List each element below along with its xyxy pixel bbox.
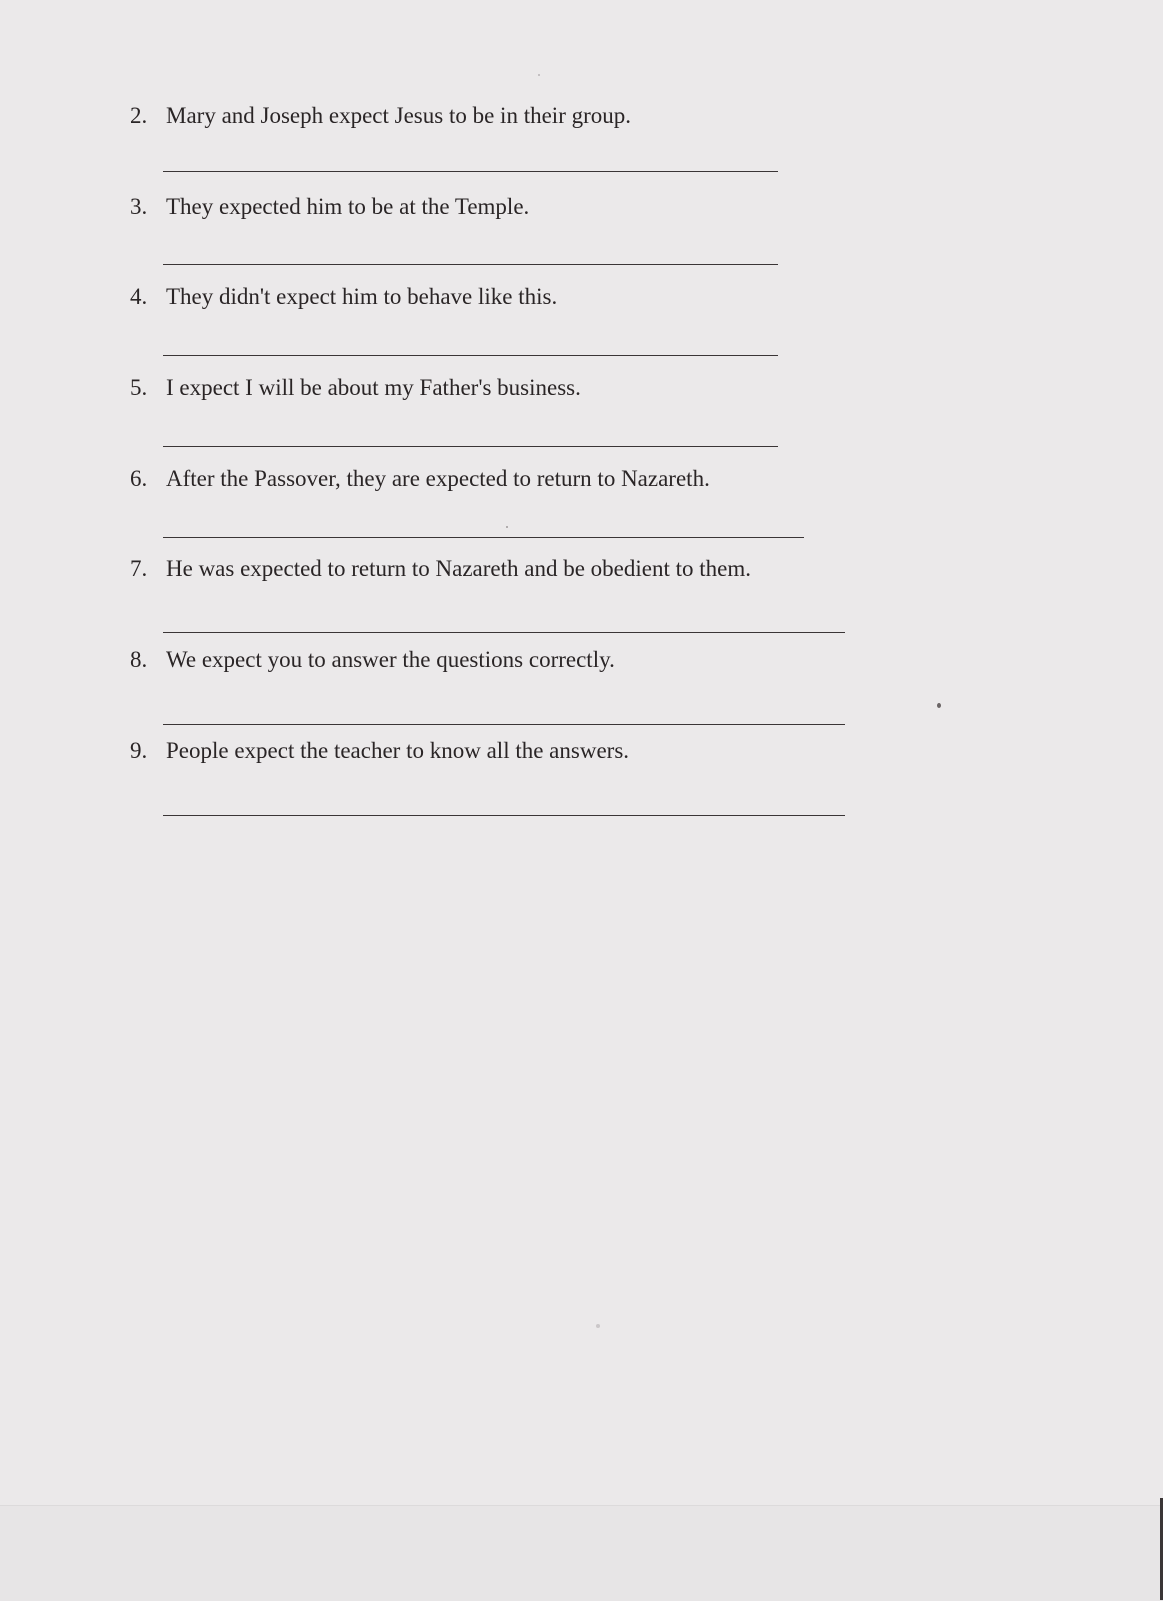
answer-line-6[interactable] xyxy=(163,537,804,538)
item-number: 7. xyxy=(130,556,148,581)
paper-speck xyxy=(506,526,508,528)
page-bottom-edge xyxy=(0,1505,1163,1601)
answer-line-3[interactable] xyxy=(163,264,778,265)
answer-line-8[interactable] xyxy=(163,724,845,725)
sentence-text: People expect the teacher to know all the answers. xyxy=(166,738,630,763)
exercise-item-5 xyxy=(130,374,890,402)
answer-line-4[interactable] xyxy=(163,355,778,356)
exercise-sentence xyxy=(130,646,890,674)
item-number: 3. xyxy=(130,194,148,219)
answer-line-2[interactable] xyxy=(163,171,778,172)
exercise-sentence xyxy=(130,102,890,130)
answer-line-7[interactable] xyxy=(163,632,845,633)
answer-line-9[interactable] xyxy=(163,815,845,816)
item-number: 5. xyxy=(130,375,148,400)
exercise-item-3 xyxy=(130,193,890,221)
exercise-sentence xyxy=(130,465,890,493)
item-number: 4. xyxy=(130,284,148,309)
item-number: 9. xyxy=(130,738,148,763)
exercise-sentence xyxy=(130,374,890,402)
paper-speck xyxy=(538,74,540,76)
sentence-text: Mary and Joseph expect Jesus to be in their group. xyxy=(166,103,632,128)
answer-line-5[interactable] xyxy=(163,446,778,447)
exercise-sentence xyxy=(130,283,890,311)
sentence-text: They didn't expect him to behave like this. xyxy=(166,284,558,309)
sentence-text: After the Passover, they are expected to return to Nazareth. xyxy=(166,466,710,491)
exercise-sentence xyxy=(130,737,890,765)
exercise-item-6 xyxy=(130,465,890,493)
sentence-text: They expected him to be at the Temple. xyxy=(166,194,530,219)
exercise-sentence xyxy=(130,193,890,221)
exercise-sentence xyxy=(130,555,890,583)
sentence-text: He was expected to return to Nazareth and be obedient to them. xyxy=(166,556,751,581)
paper-speck xyxy=(937,703,941,708)
exercise-item-8 xyxy=(130,646,890,674)
exercise-item-4 xyxy=(130,283,890,311)
item-number: 2. xyxy=(130,103,148,128)
exercise-item-7 xyxy=(130,555,890,583)
exercise-item-9 xyxy=(130,737,890,765)
sentence-text: I expect I will be about my Father's business. xyxy=(166,375,581,400)
exercise-item-2 xyxy=(130,102,890,130)
sentence-text: We expect you to answer the questions correctly. xyxy=(166,647,615,672)
paper-speck xyxy=(596,1324,600,1328)
item-number: 8. xyxy=(130,647,148,672)
item-number: 6. xyxy=(130,466,148,491)
